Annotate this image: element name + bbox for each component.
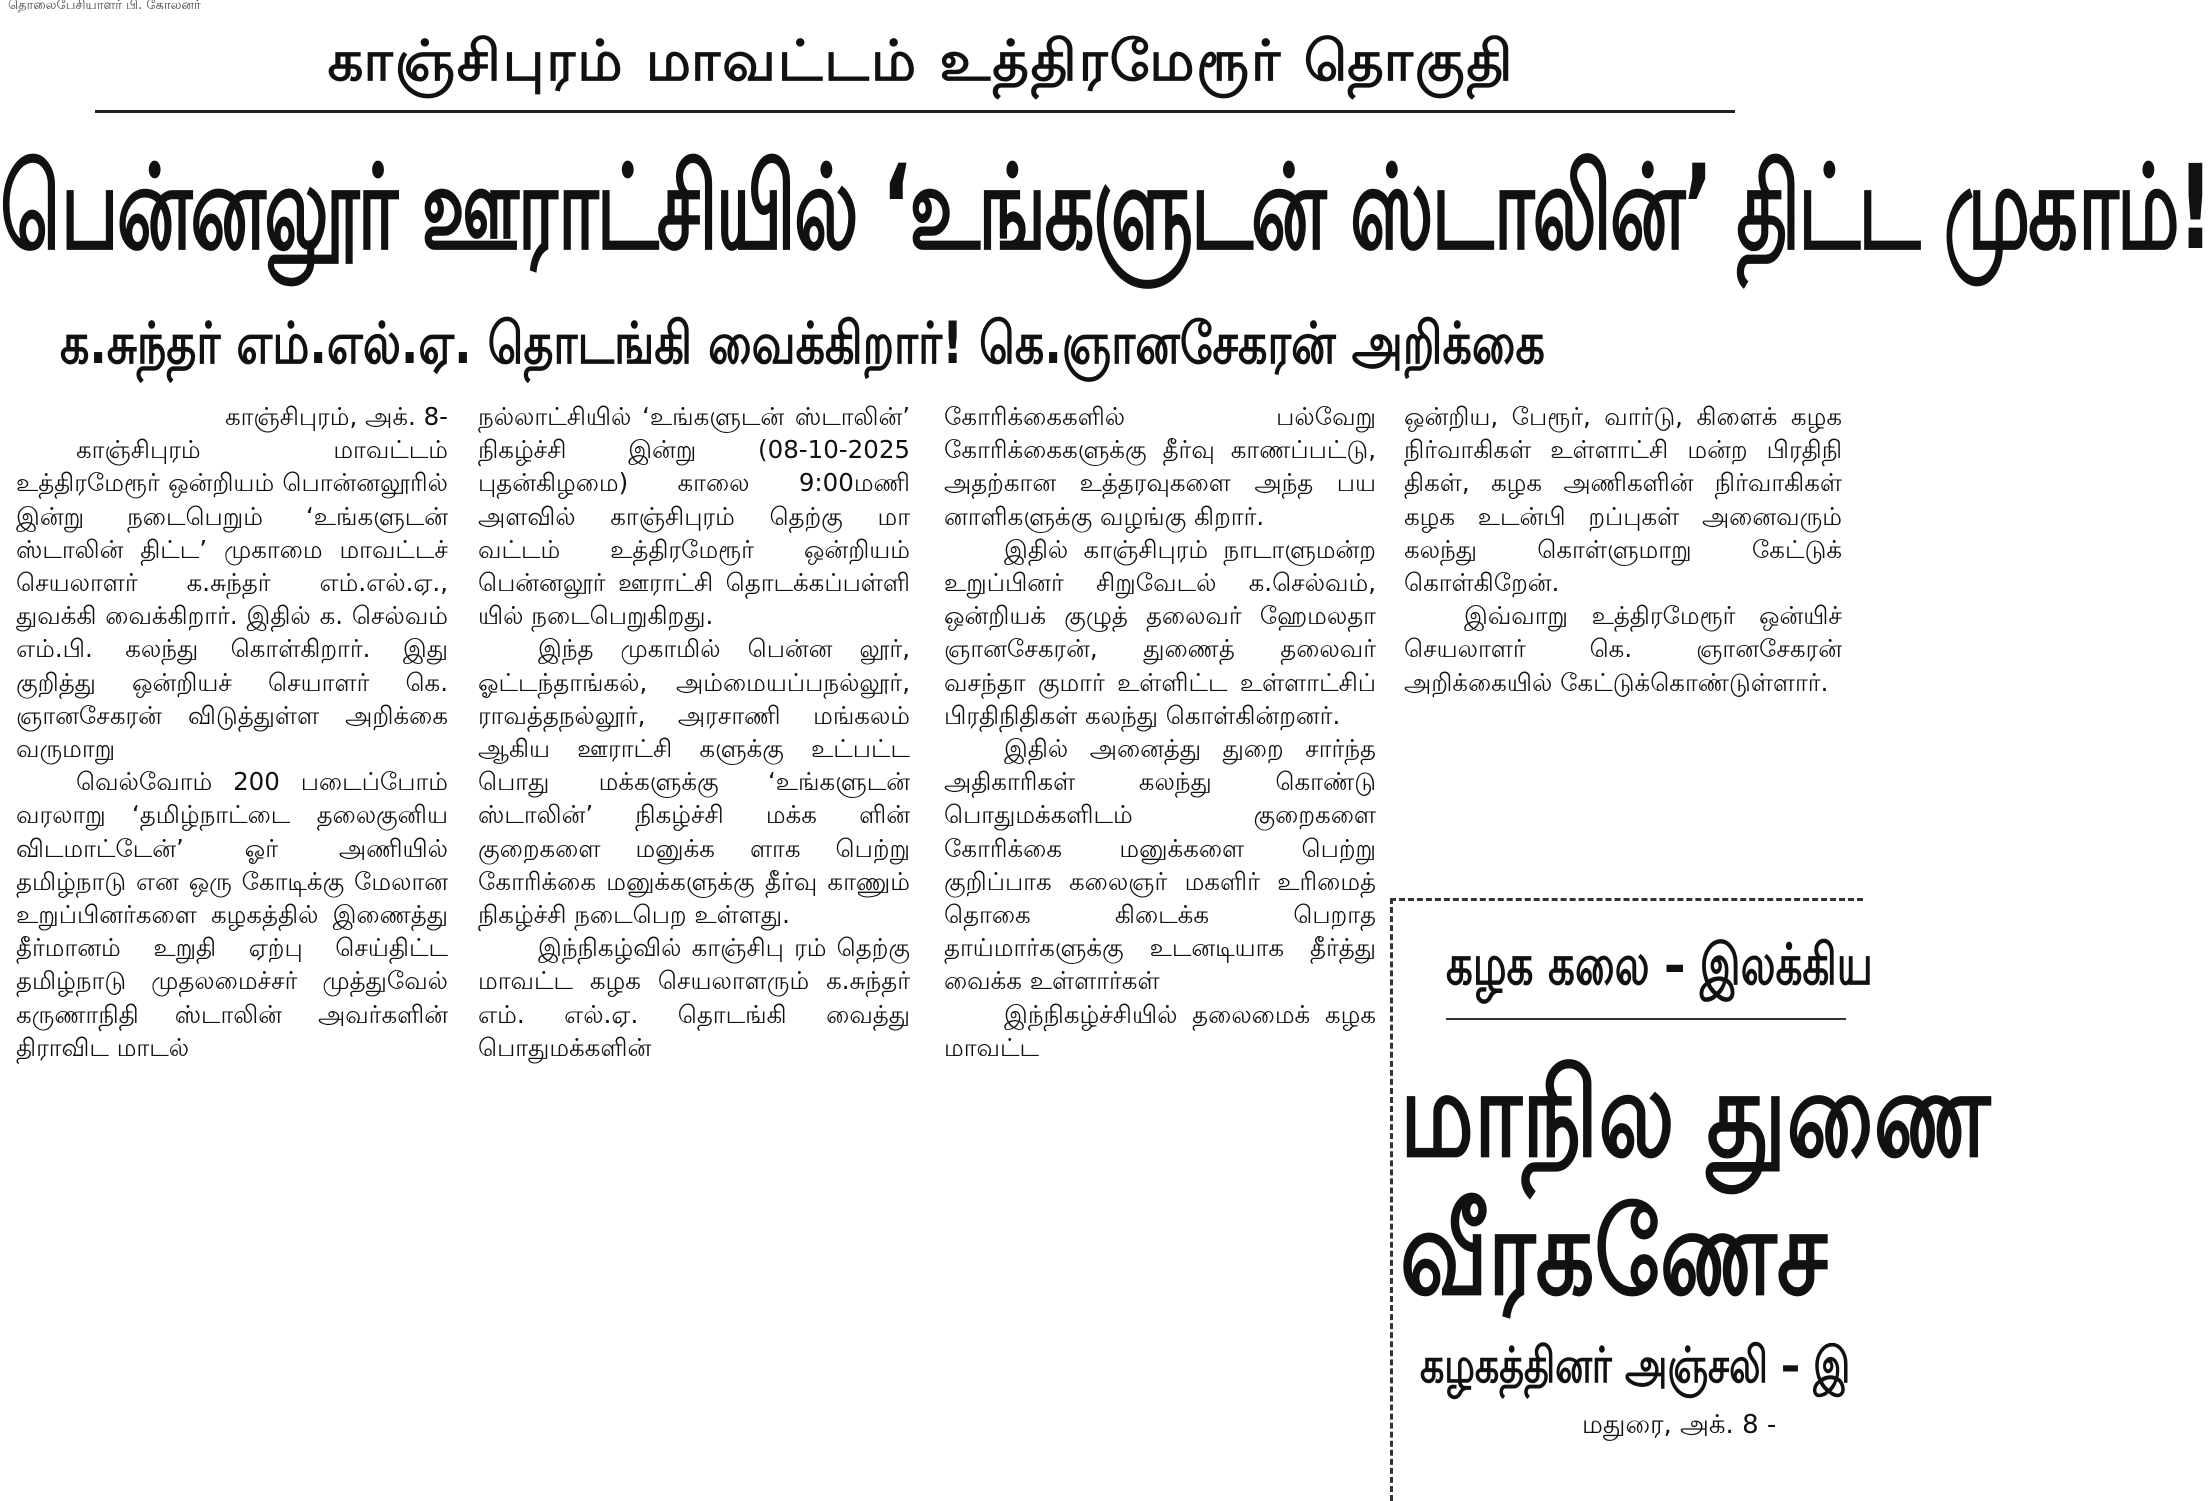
article-column-2 [478,400,910,1470]
paragraph: இந்நிகழ்ச்சியில் தலைமைக் கழக மாவட்ட [944,999,1376,1062]
sub-headline: க.சுந்தர் எம்.எல்.ஏ. தொடங்கி வைக்கிறார்! கெ.ஞானசேகரன் அறிக்கை [60,309,1545,377]
paragraph: கோரிக்கைகளில் பல்வேறு கோரிக்கைகளுக்கு தீர்வு காணப்பட்டு, அதற்கான உத்தரவுகளை அந்த பய னாளிகளுக்கு வழங்கு கிறார். [944,402,1376,531]
paragraph: காஞ்சிபுரம் மாவட்டம் உத்திரமேரூர் ஒன்றியம் பொன்னலூரில் இன்று நடைபெறும் ‘உங்களுடன் ஸ்டாலின் திட்ட’ முகாமை மாவட்டச் செயலாளர் க.சுந்தர் எம்.எல்.ஏ., துவக்கி வைக்கிறார். இதில் க. செல்வம் எம்.பி. கலந்து கொள்கிறார். இது குறித்து ஒன்றியச் செயாளர் கெ. ஞானசேகரன் விடுத்துள்ள அறிக்கை வருமாறு [16,435,448,764]
sidebox-headline-line-2: வீரகணேச [1400,1182,1828,1322]
sidebox-heading: கழக கலை – இலக்கிய [1446,931,1873,998]
sidebox-headline-line-1: மாநில துணை [1400,1044,1991,1184]
kicker-heading: காஞ்சிபுரம் மாவட்டம் உத்திரமேரூர் தொகுதி [327,29,1515,94]
sidebox-dateline: மதுரை, அக். 8 - [1582,1410,1777,1440]
main-headline: பென்னலூர் ஊராட்சியில் ‘உங்களுடன் ஸ்டாலின்’ திட்ட முகாம்! [0,141,2211,277]
paragraph: நல்லாட்சியில் ‘உங்களுடன் ஸ்டாலின்’ நிகழ்ச்சி இன்று (08-10-2025 புதன்கிழமை) காலை 9:00மணி அளவில் காஞ்சிபுரம் தெற்கு மா வட்டம் உத்திரமேரூர் ஒன்றியம் பென்னலூர் ஊராட்சி தொடக்கப்பள்ளி யில் நடைபெறுகிறது. [478,402,910,631]
paragraph: இந்த முகாமில் பென்ன லூர், ஓட்டந்தாங்கல், அம்மையப்பநல்லூர், ராவத்தநல்லூர், அரசாணி மங்கலம் ஆகிய ஊராட்சி களுக்கு உட்பட்ட பொது மக்களுக்கு ‘உங்களுடன் ஸ்டாலின்’ நிகழ்ச்சி மக்க ளின் குறைகளை மனுக்க ளாக பெற்று கோரிக்கை மனுக்களுக்கு தீர்வு காணும் நிகழ்ச்சி நடைபெற உள்ளது. [478,634,910,930]
paragraph: இதில் காஞ்சிபுரம் நாடாளுமன்ற உறுப்பினர் சிறுவேடல் க.செல்வம், ஒன்றியக் குழுத் தலைவர் ஹேமலதா ஞானசேகரன், துணைத் தலைவர் வசந்தா குமார் உள்ளிட்ட உள்ளாட்சிப் பிரதிநிதிகள் கலந்து கொள்கின்றனர். [944,534,1376,730]
dateline: காஞ்சிபுரம், அக். 8- [224,402,448,431]
paragraph: ஒன்றிய, பேரூர், வார்டு, கிளைக் கழக நிர்வாகிகள் உள்ளாட்சி மன்ற பிரதிநி திகள், கழக அணிகளின் நிர்வாகிகள் கழக உடன்பி றப்புகள் அனைவரும் கலந்து கொள்ளுமாறு கேட்டுக் கொள்கிறேன். [1404,402,1842,598]
paragraph: இவ்வாறு உத்திரமேரூர் ஒன்யிச் செயலாளர் கெ. ஞானசேகரன் அறிக்கையில் கேட்டுக்கொண்டுள்ளார். [1404,601,1842,697]
paragraph: இந்நிகழ்வில் காஞ்சிபு ரம் தெற்கு மாவட்ட கழக செயலாளரும் க.சுந்தர் எம். எல்.ஏ. தொடங்கி வைத்து பொதுமக்களின் [478,933,910,1062]
paragraph: இதில் அனைத்து துறை சார்ந்த அதிகாரிகள் கலந்து கொண்டு பொதுமக்களிடம் குறைகளை கோரிக்கை மனுக்களை பெற்று குறிப்பாக கலைஞர் மகளிர் உரிமைத் தொகை கிடைக்க பெறாத தாய்மார்களுக்கு உடனடியாக தீர்த்து வைக்க உள்ளார்கள் [944,734,1376,996]
paragraph: வெல்வோம் 200 படைப்போம் வரலாறு ‘தமிழ்நாட்டை தலைகுனிய விடமாட்டேன்’ ஓர் அணியில் தமிழ்நாடு என ஒரு கோடிக்கு மேலான உறுப்பினர்களை கழகத்தில் இணைத்து தீர்மானம் உறுதி ஏற்பு செய்திட்ட தமிழ்நாடு முதலமைச்சர் முத்துவேல் கருணாநிதி ஸ்டாலின் அவர்களின் திராவிட மாடல் [16,767,448,1062]
article-column-4 [1404,400,1842,880]
article-column-3 [944,400,1376,1470]
article-column-1 [16,400,448,1470]
sidebox-subheading: கழகத்தினர் அஞ்சலி – இ [1420,1336,1851,1394]
top-strip-text: தொலைபேசியாளர் பி. கோலனர் [8,0,201,13]
